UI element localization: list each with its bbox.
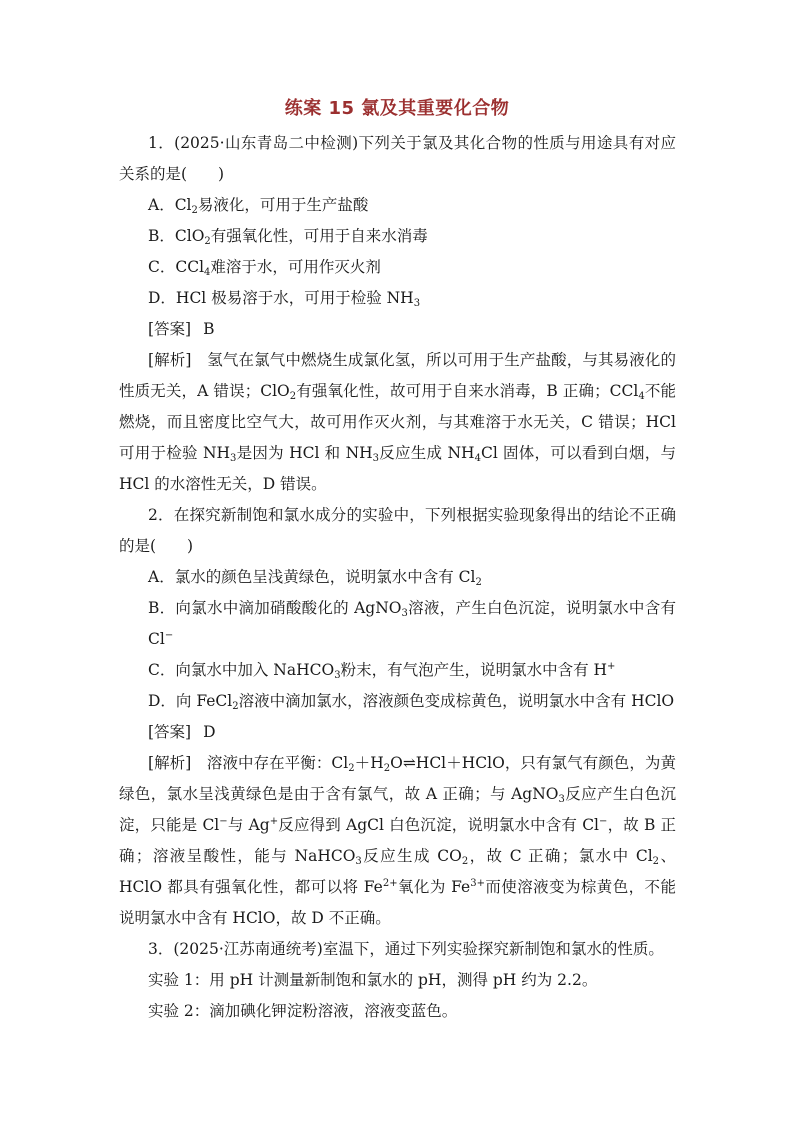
q2-option-b: B．向氯水中滴加硝酸酸化的 AgNO$_3$溶液，产生白色沉淀，说明氯水中含有 Cl− (148, 599, 676, 648)
q3-experiment-2: 实验 2：滴加碘化钾淀粉溶液，溶液变蓝色。 (148, 1002, 458, 1020)
q1-option-d: D．HCl 极易溶于水，可用于检验 $NH_3$ (148, 289, 421, 309)
q1-answer: [答案] B (148, 320, 215, 338)
content (119, 128, 676, 1027)
q1-option-c: C．CCl$_4$难溶于水，可用作灭火剂 (148, 258, 381, 278)
question-2: 2．在探究新制饱和氯水成分的实验中，下列根据实验现象得出的结论不正确的是( ) (119, 506, 676, 555)
q3-experiment-1: 实验 1：用 pH 计测量新制饱和氯水的 pH，测得 pH 约为 2.2。 (148, 971, 598, 989)
q1-option-b: B．ClO$_2$有强氧化性，可用于自来水消毒 (148, 227, 428, 247)
question-1: 1．(2025·山东青岛二中检测)下列关于氯及其化合物的性质与用途具有对应关系的是( ) (119, 134, 676, 183)
q2-option-d: D．向 FeCl$_2$溶液中滴加氯水，溶液颜色变成棕黄色，说明氯水中含有 HClO (148, 692, 675, 712)
q2-option-a: A．氯水的颜色呈浅黄绿色，说明氯水中含有 $Cl_2$ (148, 568, 482, 588)
q2-option-c: C．向氯水中加入 NaHCO$_3$粉末，有气泡产生，说明氯水中含有 H+ (148, 661, 616, 681)
q1-option-a: A．$Cl_2$易液化，可用于生产盐酸 (148, 196, 369, 216)
q1-analysis: [解析] 氢气在氯气中燃烧生成氯化氢，所以可用于生产盐酸，与其易液化的性质无关，A 错误；ClO$_2$有强氧化性，故可用于自来水消毒，B 正确；CCl$_4$不能燃烧，而且密度比空气大，故可用作灭火剂，与其难溶于水无关，C 错误；HCl 可用于检验 $NH_3$是因为 HCl 和 $NH_3$反应生成 $NH_4Cl$ 固体，可以看到白烟，与 HCl 的水溶性无关，D 错误。 (119, 351, 676, 493)
q2-answer: [答案] D (148, 723, 216, 741)
page-title: 练案 15 氯及其重要化合物 (284, 98, 510, 119)
question-3: 3．(2025·江苏南通统考)室温下，通过下列实验探究新制饱和氯水的性质。 (148, 940, 664, 958)
q2-analysis: [解析] 溶液中存在平衡：$Cl_2+H_2O\rightleftharpoons HCl+HClO$，只有氯气有颜色，为黄绿色，氯水呈浅黄绿色是由于含有氯气，故 A 正确；与 AgNO$_3$反应产生白色沉淀，只能是 Cl−与 Ag+反应得到 AgCl 白色沉淀，说明氯水中含有 Cl−，故 B 正确；溶液呈酸性，能与 NaHCO$_3$反应生成 $CO_2$，故 C 正确；氯水中 $Cl_2$、HClO 都具有强氧化性，都可以将 $Fe^{2+}$氧化为 $Fe^{3+}$而使溶液变为棕黄色，不能说明氯水中含有 HClO，故 D 不正确。 (119, 754, 676, 927)
